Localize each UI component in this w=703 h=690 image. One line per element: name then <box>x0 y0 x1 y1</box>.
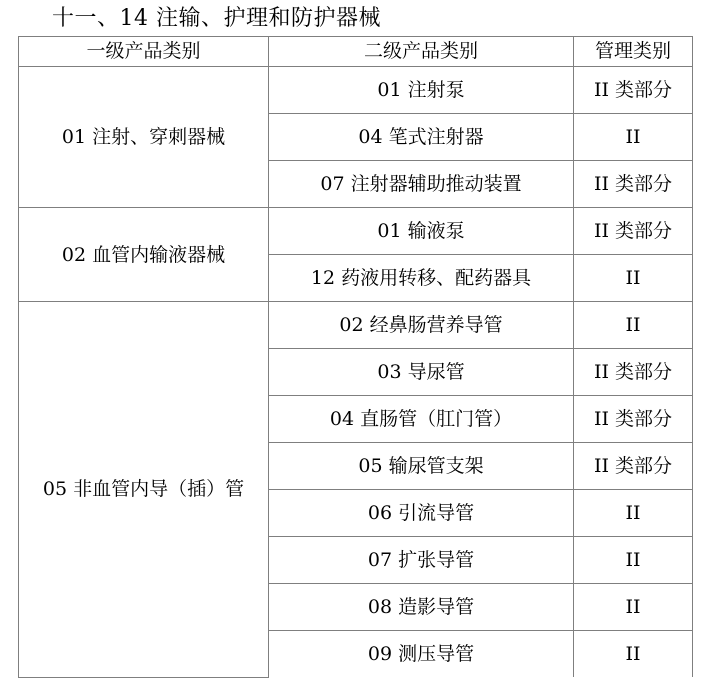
management-class-cell: II <box>574 302 693 349</box>
management-class-cell: II <box>574 255 693 302</box>
management-class-cell: II 类部分 <box>574 208 693 255</box>
table-row <box>19 302 693 349</box>
management-class-cell: II <box>574 490 693 537</box>
management-class-cell: II 类部分 <box>574 443 693 490</box>
table-row <box>19 67 693 114</box>
secondary-category-cell: 04 直肠管（肛门管） <box>269 396 574 443</box>
secondary-category-cell: 07 注射器辅助推动装置 <box>269 161 574 208</box>
management-class-cell: II 类部分 <box>574 349 693 396</box>
table-header-row <box>19 37 693 67</box>
header-primary-category: 一级产品类别 <box>19 37 269 67</box>
management-class-cell: II <box>574 584 693 631</box>
secondary-category-cell: 08 造影导管 <box>269 584 574 631</box>
secondary-category-cell: 02 经鼻肠营养导管 <box>269 302 574 349</box>
product-category-table <box>18 36 693 678</box>
management-class-cell: II 类部分 <box>574 161 693 208</box>
management-class-cell: II <box>574 537 693 584</box>
secondary-category-cell: 01 输液泵 <box>269 208 574 255</box>
secondary-category-cell: 09 测压导管 <box>269 631 574 678</box>
primary-category-cell: 01 注射、穿刺器械 <box>19 67 269 208</box>
primary-category-cell: 05 非血管内导（插）管 <box>19 302 269 678</box>
secondary-category-cell: 04 笔式注射器 <box>269 114 574 161</box>
table-row <box>19 208 693 255</box>
header-secondary-category: 二级产品类别 <box>269 37 574 67</box>
secondary-category-cell: 01 注射泵 <box>269 67 574 114</box>
secondary-category-cell: 12 药液用转移、配药器具 <box>269 255 574 302</box>
secondary-category-cell: 03 导尿管 <box>269 349 574 396</box>
management-class-cell: II <box>574 114 693 161</box>
secondary-category-cell: 06 引流导管 <box>269 490 574 537</box>
management-class-cell: II 类部分 <box>574 67 693 114</box>
management-class-cell: II <box>574 631 693 678</box>
header-management-class: 管理类别 <box>574 37 693 67</box>
section-title: 十一、14 注输、护理和防护器械 <box>52 6 381 31</box>
primary-category-cell: 02 血管内输液器械 <box>19 208 269 302</box>
secondary-category-cell: 05 输尿管支架 <box>269 443 574 490</box>
management-class-cell: II 类部分 <box>574 396 693 443</box>
secondary-category-cell: 07 扩张导管 <box>269 537 574 584</box>
